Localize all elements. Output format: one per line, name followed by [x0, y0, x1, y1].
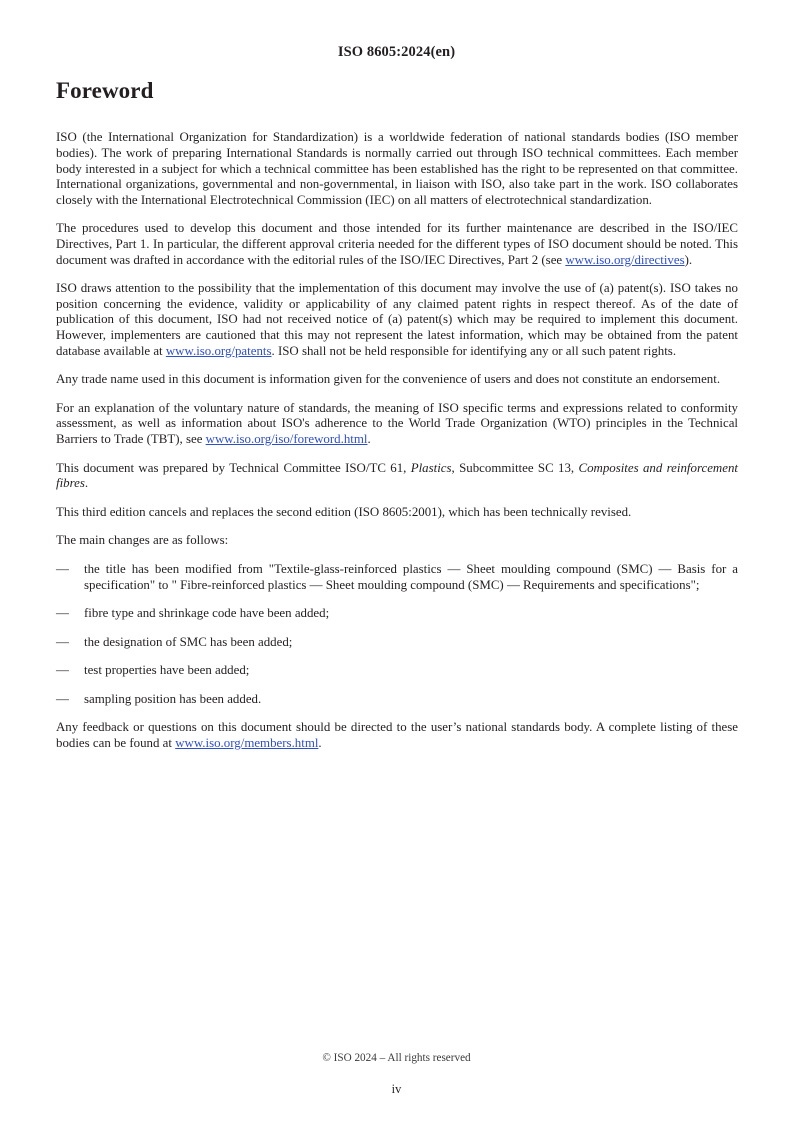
link-iso-directives[interactable]: www.iso.org/directives [565, 252, 685, 267]
paragraph-patents-text-after: . ISO shall not be held responsible for identifying any or all such patent rights. [271, 343, 677, 358]
footer-copyright: © ISO 2024 – All rights reserved [322, 1052, 471, 1064]
footer-page-number: iv [391, 1082, 402, 1096]
paragraph-procedures-text-after: ). [684, 252, 693, 267]
paragraph-committee [56, 461, 738, 492]
link-iso-foreword[interactable]: www.iso.org/iso/foreword.html [205, 431, 368, 446]
dash-bullet-icon: — [56, 691, 69, 706]
document-header: ISO 8605:2024(en) [337, 44, 456, 60]
list-item [56, 606, 738, 622]
dash-bullet-icon: — [56, 561, 69, 576]
paragraph-procedures [56, 221, 738, 268]
feedback-text-before: Any feedback or questions on this document should be directed to the user’s national standards body. A complete listing of these bodies can be found at [56, 720, 738, 751]
list-item-label: the title has been modified from "Textile-glass-reinforced plastics — Sheet moulding compound (SMC) — Basis for a specification" to " Fibre-reinforced plastics — Sheet moulding compound (SMC) — Requirements and specifications"; [84, 561, 738, 592]
document-content [56, 78, 738, 752]
list-item [56, 663, 738, 679]
paragraph-trade-name: Any trade name used in this document is information given for the convenience of users and does not constitute an endorsement. [56, 372, 721, 387]
paragraph-iso-intro: ISO (the International Organization for Standardization) is a worldwide federation of national standards bodies (ISO member bodies). The work of preparing International Standards is normally carried out through ISO technical committees. Each member body interested in a subject for which a technical committee has been established has the right to be represented on that committee. International organizations, governmental and non-governmental, in liaison with ISO, also take part in the work. ISO collaborates closely with the International Electrotechnical Commission (IEC) on all matters of electrotechnical standardization. [56, 130, 738, 207]
link-iso-members[interactable]: www.iso.org/members.html [175, 736, 319, 751]
paragraph-voluntary-nature [56, 401, 738, 448]
paragraph-voluntary-text-before: For an explanation of the voluntary nature of standards, the meaning of ISO specific terms and expressions related to conformity assessment, as well as information about ISO's adherence to the World Trade Organization (WTO) principles in the Technical Barriers to Trade (TBT), see [56, 400, 738, 446]
committee-italic-plastics: Plastics [410, 460, 452, 475]
list-item [56, 692, 738, 708]
list-item-label: test properties have been added; [84, 663, 250, 678]
paragraph-procedures-text-before: The procedures used to develop this document and those intended for its further maintenance are described in the ISO/IEC Directives, Part 1. In particular, the different approval criteria needed for the different types of ISO document should be noted. This document was drafted in accordance with the editorial rules of the ISO/IEC Directives, Part 2 (see [56, 221, 738, 267]
changes-list [56, 562, 738, 708]
paragraph-third-edition: This third edition cancels and replaces the second edition (ISO 8605:2001), which has been technically revised. [56, 504, 632, 519]
list-item [56, 635, 738, 651]
paragraph-main-changes-lead: The main changes are as follows: [56, 533, 229, 548]
list-item-label: sampling position has been added. [84, 691, 262, 706]
link-iso-patents[interactable]: www.iso.org/patents [165, 343, 272, 358]
paragraph-patents [56, 281, 738, 359]
committee-italic-composites: Composites and reinforcement fibres [56, 460, 738, 491]
paragraph-feedback [56, 720, 738, 751]
page-title: Foreword [56, 78, 154, 103]
dash-bullet-icon: — [56, 634, 69, 649]
feedback-text-after: . [318, 736, 322, 751]
list-item [56, 562, 738, 593]
dash-bullet-icon: — [56, 606, 69, 621]
committee-text-2: , Subcommittee SC 13, [451, 460, 579, 475]
list-item-label: fibre type and shrinkage code have been added; [84, 606, 330, 621]
paragraph-patents-text-before: ISO draws attention to the possibility that the implementation of this document may involve the use of (a) patent(s). ISO takes no position concerning the evidence, validity or applicability of any claimed patent rights in respect thereof. As of the date of publication of this document, ISO had not received notice of (a) patent(s) which may be required to implement this document. However, implementers are cautioned that this may not represent the latest information, which may be obtained from the patent database available at [56, 281, 738, 358]
paragraph-voluntary-text-after: . [367, 431, 371, 446]
committee-text-1: This document was prepared by Technical Committee ISO/TC 61, [56, 460, 411, 475]
committee-text-3: . [84, 476, 89, 491]
dash-bullet-icon: — [56, 663, 69, 678]
list-item-label: the designation of SMC has been added; [84, 634, 293, 649]
